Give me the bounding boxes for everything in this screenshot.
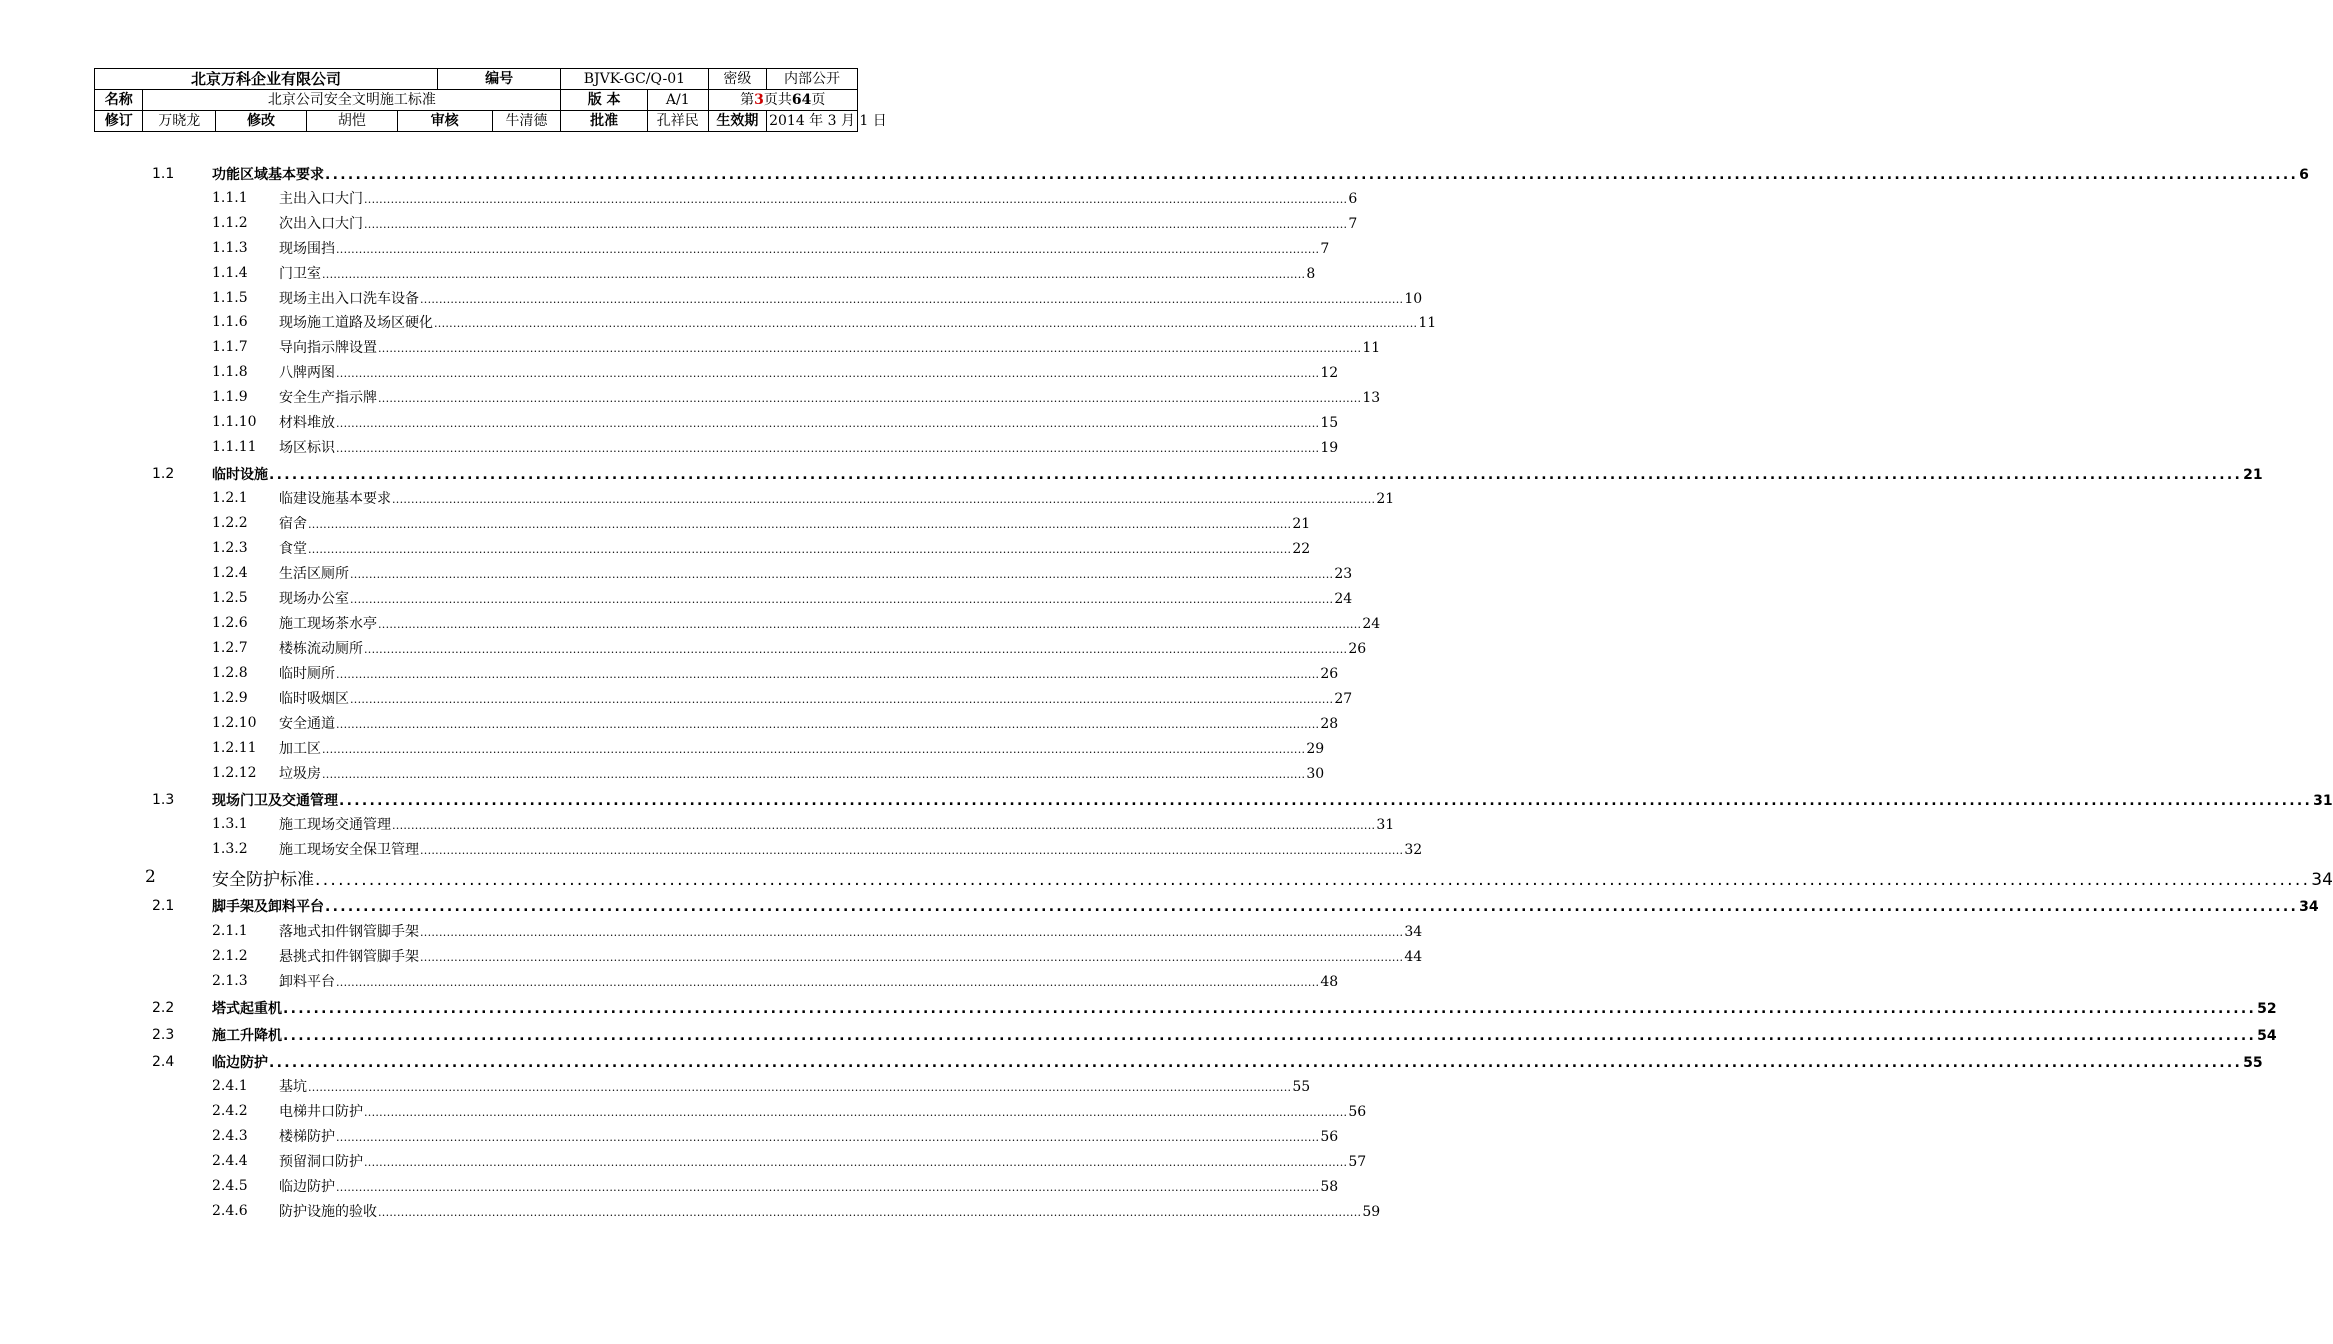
toc-entry-number: 1.2.6 [212,615,248,631]
toc-entry-title: 临时设施 [212,467,268,483]
toc-entry-title: 宿舍 [279,516,307,532]
toc-entry[interactable] [0,612,1381,634]
review-label: 审核 [397,111,492,132]
toc-entry-number: 2.2 [152,1000,175,1016]
modify-label: 修改 [216,111,307,132]
toc-leader-dots [322,743,1305,756]
page-info [708,90,857,111]
toc-entry-number: 1.1.6 [212,314,248,330]
toc-entry-number: 1.1.10 [212,414,257,430]
toc-entry-body [279,588,1353,608]
page-total: 64 [791,92,812,108]
toc-entry-body [279,713,1339,733]
toc-leader-dots [378,392,1361,405]
toc-entry-page: 22 [1292,541,1311,557]
toc-entry-page: 26 [1348,641,1367,657]
toc-leader-dots [434,317,1417,330]
toc-entry-number: 2.4.5 [212,1178,248,1194]
toc-entry-page: 27 [1334,691,1353,707]
toc-leader-dots [364,193,1347,206]
toc-entry-page: 56 [1320,1129,1339,1145]
toc-entry-number: 1.2.5 [212,590,248,606]
toc-entry-body [279,971,1339,991]
toc-entry-title: 门卫室 [279,266,321,282]
toc-entry-number: 1.2.2 [212,515,248,531]
toc-entry-body [279,1176,1339,1196]
revise-value: 万晓龙 [143,111,216,132]
toc-entry-number: 2.4.3 [212,1128,248,1144]
toc-leader-dots [336,668,1319,681]
toc-leader-dots [322,768,1305,781]
toc-entry-title: 施工现场交通管理 [279,817,391,833]
toc-entry-number: 1.2.3 [212,540,248,556]
toc-entry[interactable] [0,687,1353,709]
toc-entry-body [279,1201,1381,1221]
toc-entry[interactable] [0,970,1339,992]
toc-entry-number: 1.1.5 [212,290,248,306]
toc-entry-title: 现场主出入口洗车设备 [279,291,419,307]
toc-leader-dots [315,870,2310,890]
toc-entry-page: 15 [1320,415,1339,431]
modify-value: 胡恺 [306,111,397,132]
toc-leader-dots [420,844,1403,857]
toc-entry[interactable] [0,662,1339,684]
toc-leader-dots [283,1028,2256,1044]
toc-entry-title: 现场办公室 [279,591,349,607]
toc-entry-title: 临建设施基本要求 [279,491,391,507]
toc-entry-title: 安全防护标准 [212,869,314,890]
secret-value: 内部公开 [767,69,858,90]
toc-entry-title: 卸料平台 [279,974,335,990]
toc-entry-page: 55 [1292,1079,1311,1095]
toc-entry[interactable] [0,895,2319,917]
toc-entry-body [279,563,1353,583]
toc-leader-dots [336,1181,1319,1194]
revise-label: 修订 [95,111,143,132]
toc-entry-body [279,738,1325,758]
toc-leader-dots [420,293,1403,306]
document-header-table [94,68,887,132]
toc-entry-body [279,188,1358,208]
toc-entry-page: 8 [1306,266,1316,282]
toc-entry[interactable] [0,1175,1339,1197]
toc-leader-dots [420,951,1403,964]
toc-leader-dots [336,243,1319,256]
toc-leader-dots [339,793,2312,809]
toc-entry-title: 落地式扣件钢管脚手架 [279,924,419,940]
toc-leader-dots [336,442,1319,455]
toc-entry-page: 57 [1348,1154,1367,1170]
toc-entry[interactable] [0,838,1423,860]
toc-entry-number: 2.1.3 [212,973,248,989]
toc-entry-body [279,921,1423,941]
toc-entry[interactable] [0,789,2333,811]
toc-entry-page: 13 [1362,390,1381,406]
toc-leader-dots [283,1001,2256,1017]
approve-value: 孔祥民 [648,111,709,132]
toc-entry[interactable] [0,997,2277,1019]
toc-entry-body [279,337,1381,357]
toc-entry-number: 2.1 [152,898,175,914]
toc-entry-number: 1.3.2 [212,841,248,857]
toc-entry-body [212,1052,2263,1072]
toc-entry-page: 34 [2299,899,2319,915]
toc-entry-title: 楼梯防护 [279,1129,335,1145]
toc-entry[interactable] [0,411,1339,433]
toc-entry-number: 1.2.11 [212,740,257,756]
toc-entry-body [279,1076,1311,1096]
toc-entry[interactable] [0,163,2309,185]
toc-leader-dots [392,819,1375,832]
toc-entry-number: 2 [145,867,156,887]
toc-entry-number: 1.2.9 [212,690,248,706]
toc-entry-body [279,412,1339,432]
toc-entry-page: 21 [1292,516,1311,532]
toc-entry-number: 2.4.4 [212,1153,248,1169]
toc-leader-dots [364,218,1347,231]
toc-entry[interactable] [0,537,1311,559]
toc-entry[interactable] [0,1100,1367,1122]
effective-value: 2014 年 3 月 1 日 [767,111,858,132]
toc-leader-dots [308,1081,1291,1094]
effective-label: 生效期 [708,111,767,132]
toc-entry[interactable] [0,336,1381,358]
toc-entry-page: 12 [1320,365,1339,381]
toc-entry-body [279,213,1358,233]
toc-entry-title: 防护设施的验收 [279,1204,377,1220]
toc-leader-dots [322,268,1305,281]
secret-label: 密级 [708,69,767,90]
toc-entry-body [279,814,1395,834]
toc-entry-number: 1.1.9 [212,389,248,405]
toc-leader-dots [308,518,1291,531]
toc-entry-title: 材料堆放 [279,415,335,431]
toc-entry[interactable] [0,737,1325,759]
toc-entry-page: 11 [1418,315,1437,331]
toc-leader-dots [336,417,1319,430]
toc-entry-page: 44 [1404,949,1423,965]
toc-entry-body [212,464,2263,484]
toc-entry[interactable] [0,212,1358,234]
toc-entry-number: 2.1.2 [212,948,248,964]
toc-entry-page: 31 [2313,793,2333,809]
toc-leader-dots [336,1131,1319,1144]
toc-entry-body [212,1025,2277,1045]
toc-entry[interactable] [0,1024,2277,1046]
toc-entry-body [212,896,2319,916]
toc-entry-number: 2.1.1 [212,923,248,939]
toc-leader-dots [269,467,2242,483]
toc-entry-page: 31 [1376,817,1395,833]
toc-entry-page: 7 [1320,241,1330,257]
toc-entry-body [279,1126,1339,1146]
toc-entry-page: 48 [1320,974,1339,990]
toc-leader-dots [325,899,2298,915]
toc-entry-number: 2.4 [152,1054,175,1070]
toc-leader-dots [364,1156,1347,1169]
toc-leader-dots [269,1055,2242,1071]
toc-entry-number: 1.1.7 [212,339,248,355]
toc-entry-number: 1.2.1 [212,490,248,506]
toc-leader-dots [364,643,1347,656]
toc-entry[interactable] [0,587,1353,609]
toc-entry[interactable] [0,487,1395,509]
toc-entry-body [279,437,1339,457]
toc-entry-title: 临时厕所 [279,666,335,682]
toc-entry-body [212,998,2277,1018]
toc-entry-body [279,312,1437,332]
page-suffix: 页 [811,92,826,108]
toc-entry-body [279,613,1381,633]
toc-entry-title: 现场围挡 [279,241,335,257]
toc-entry-number: 1.2.4 [212,565,248,581]
toc-leader-dots [336,367,1319,380]
toc-leader-dots [378,1206,1361,1219]
name-value: 北京公司安全文明施工标准 [143,90,561,111]
toc-leader-dots [336,976,1319,989]
toc-entry-number: 1.2.8 [212,665,248,681]
toc-entry[interactable] [0,1075,1311,1097]
toc-entry-page: 24 [1362,616,1381,632]
toc-entry-title: 生活区厕所 [279,566,349,582]
version-value: A/1 [648,90,709,111]
toc-entry[interactable] [0,712,1339,734]
toc-entry-body [279,839,1423,859]
toc-entry-page: 34 [1404,924,1423,940]
toc-entry-page: 56 [1348,1104,1367,1120]
toc-entry-title: 临时吸烟区 [279,691,349,707]
toc-entry[interactable] [0,287,1423,309]
toc-entry-body [279,763,1325,783]
toc-entry-page: 7 [1348,216,1358,232]
toc-entry-title: 塔式起重机 [212,1001,282,1017]
approve-label: 批准 [561,111,648,132]
toc-entry-title: 临边防护 [212,1055,268,1071]
toc-entry[interactable] [0,637,1367,659]
toc-entry-body [279,288,1423,308]
toc-entry-page: 19 [1320,440,1339,456]
toc-leader-dots [350,568,1333,581]
page-current: 3 [754,92,764,108]
toc-leader-dots [378,618,1361,631]
toc-entry-number: 1.2.7 [212,640,248,656]
toc-entry-page: 54 [2257,1028,2277,1044]
toc-entry[interactable] [0,1150,1367,1172]
toc-leader-dots [350,593,1333,606]
toc-entry-number: 1.1.4 [212,265,248,281]
toc-entry-number: 2.3 [152,1027,175,1043]
toc-entry-number: 1.1.8 [212,364,248,380]
toc-entry-page: 6 [1348,191,1358,207]
page-prefix: 第 [740,92,755,108]
toc-entry-body [279,688,1353,708]
toc-leader-dots [364,1106,1347,1119]
toc-entry-title: 预留洞口防护 [279,1154,363,1170]
code-label: 编号 [438,69,561,90]
toc-entry[interactable] [0,762,1325,784]
toc-entry-number: 2.4.1 [212,1078,248,1094]
toc-entry-body [279,638,1367,658]
toc-entry[interactable] [0,311,1437,333]
toc-entry[interactable] [0,237,1330,259]
code-value: BJVK-GC/Q-01 [561,69,708,90]
toc-entry-title: 安全生产指示牌 [279,390,377,406]
toc-entry-page: 55 [2243,1055,2263,1071]
toc-entry-body [279,538,1311,558]
toc-entry[interactable] [0,1051,2263,1073]
toc-entry[interactable] [0,187,1358,209]
toc-leader-dots [420,926,1403,939]
page-middle: 页共 [763,92,792,108]
toc-entry-title: 施工现场安全保卫管理 [279,842,419,858]
toc-entry-title: 脚手架及卸料平台 [212,899,324,915]
toc-entry-page: 23 [1334,566,1353,582]
review-value: 牛清德 [492,111,561,132]
toc-entry-title: 加工区 [279,741,321,757]
toc-leader-dots [308,543,1291,556]
toc-entry-number: 1.1.1 [212,190,248,206]
toc-entry-page: 32 [1404,842,1423,858]
toc-entry-number: 1.1.11 [212,439,257,455]
toc-entry-page: 21 [2243,467,2263,483]
name-label: 名称 [95,90,143,111]
toc-entry-title: 主出入口大门 [279,191,363,207]
toc-entry-body [279,387,1381,407]
toc-entry[interactable] [0,512,1311,534]
toc-entry-number: 1.2.10 [212,715,257,731]
toc-entry-body [212,865,2333,890]
toc-entry-number: 1.2 [152,466,175,482]
toc-entry-page: 26 [1320,666,1339,682]
version-label: 版 本 [561,90,648,111]
toc-entry-page: 34 [2311,869,2333,890]
toc-entry-title: 电梯井口防护 [279,1104,363,1120]
toc-entry[interactable] [0,361,1339,383]
toc-entry-title: 食堂 [279,541,307,557]
toc-entry-title: 八牌两图 [279,365,335,381]
toc-entry-body [279,663,1339,683]
toc-entry-title: 施工现场茶水亭 [279,616,377,632]
toc-entry[interactable] [0,813,1395,835]
toc-entry-title: 功能区域基本要求 [212,167,324,183]
toc-entry-page: 11 [1362,340,1381,356]
toc-entry-number: 2.4.6 [212,1203,248,1219]
toc-entry-title: 悬挑式扣件钢管脚手架 [279,949,419,965]
toc-entry-body [212,790,2333,810]
toc-entry[interactable] [0,463,2263,485]
toc-entry-body [279,1151,1367,1171]
toc-entry-body [279,1101,1367,1121]
toc-entry-body [279,362,1339,382]
toc-entry[interactable] [0,945,1423,967]
toc-entry[interactable] [0,866,2333,890]
toc-entry[interactable] [0,436,1339,458]
toc-entry-page: 28 [1320,716,1339,732]
toc-leader-dots [336,718,1319,731]
toc-entry-page: 6 [2299,167,2309,183]
toc-entry-number: 1.1.3 [212,240,248,256]
toc-entry-number: 1.1.2 [212,215,248,231]
toc-entry-page: 58 [1320,1179,1339,1195]
toc-entry-title: 现场施工道路及场区硬化 [279,315,433,331]
toc-entry[interactable] [0,562,1353,584]
toc-entry-body [279,513,1311,533]
toc-entry-page: 30 [1306,766,1325,782]
toc-entry-number: 1.3.1 [212,816,248,832]
toc-entry-title: 临边防护 [279,1179,335,1195]
toc-entry-title: 导向指示牌设置 [279,340,377,356]
toc-entry-body [279,238,1330,258]
toc-entry-page: 24 [1334,591,1353,607]
toc-entry[interactable] [0,920,1423,942]
toc-entry-page: 10 [1404,291,1423,307]
toc-entry-title: 安全通道 [279,716,335,732]
toc-entry-title: 场区标识 [279,440,335,456]
toc-entry[interactable] [0,386,1381,408]
toc-entry[interactable] [0,262,1316,284]
toc-entry-number: 2.4.2 [212,1103,248,1119]
toc-leader-dots [378,342,1361,355]
toc-entry-title: 垃圾房 [279,766,321,782]
toc-entry-body [279,263,1316,283]
toc-entry-number: 1.3 [152,792,175,808]
toc-leader-dots [325,167,2298,183]
company-name: 北京万科企业有限公司 [95,69,438,90]
toc-entry-page: 59 [1362,1204,1381,1220]
toc-entry-title: 现场门卫及交通管理 [212,793,338,809]
toc-entry-title: 基坑 [279,1079,307,1095]
toc-entry-title: 施工升降机 [212,1028,282,1044]
toc-entry-page: 52 [2257,1001,2277,1017]
toc-entry-body [279,488,1395,508]
toc-entry[interactable] [0,1200,1381,1222]
toc-entry[interactable] [0,1125,1339,1147]
toc-entry-number: 1.2.12 [212,765,257,781]
toc-leader-dots [350,693,1333,706]
toc-entry-page: 21 [1376,491,1395,507]
toc-leader-dots [392,493,1375,506]
toc-entry-title: 次出入口大门 [279,216,363,232]
toc-entry-body [279,946,1423,966]
toc-entry-title: 楼栋流动厕所 [279,641,363,657]
toc-entry-number: 1.1 [152,166,175,182]
toc-entry-body [212,164,2309,184]
toc-entry-page: 29 [1306,741,1325,757]
